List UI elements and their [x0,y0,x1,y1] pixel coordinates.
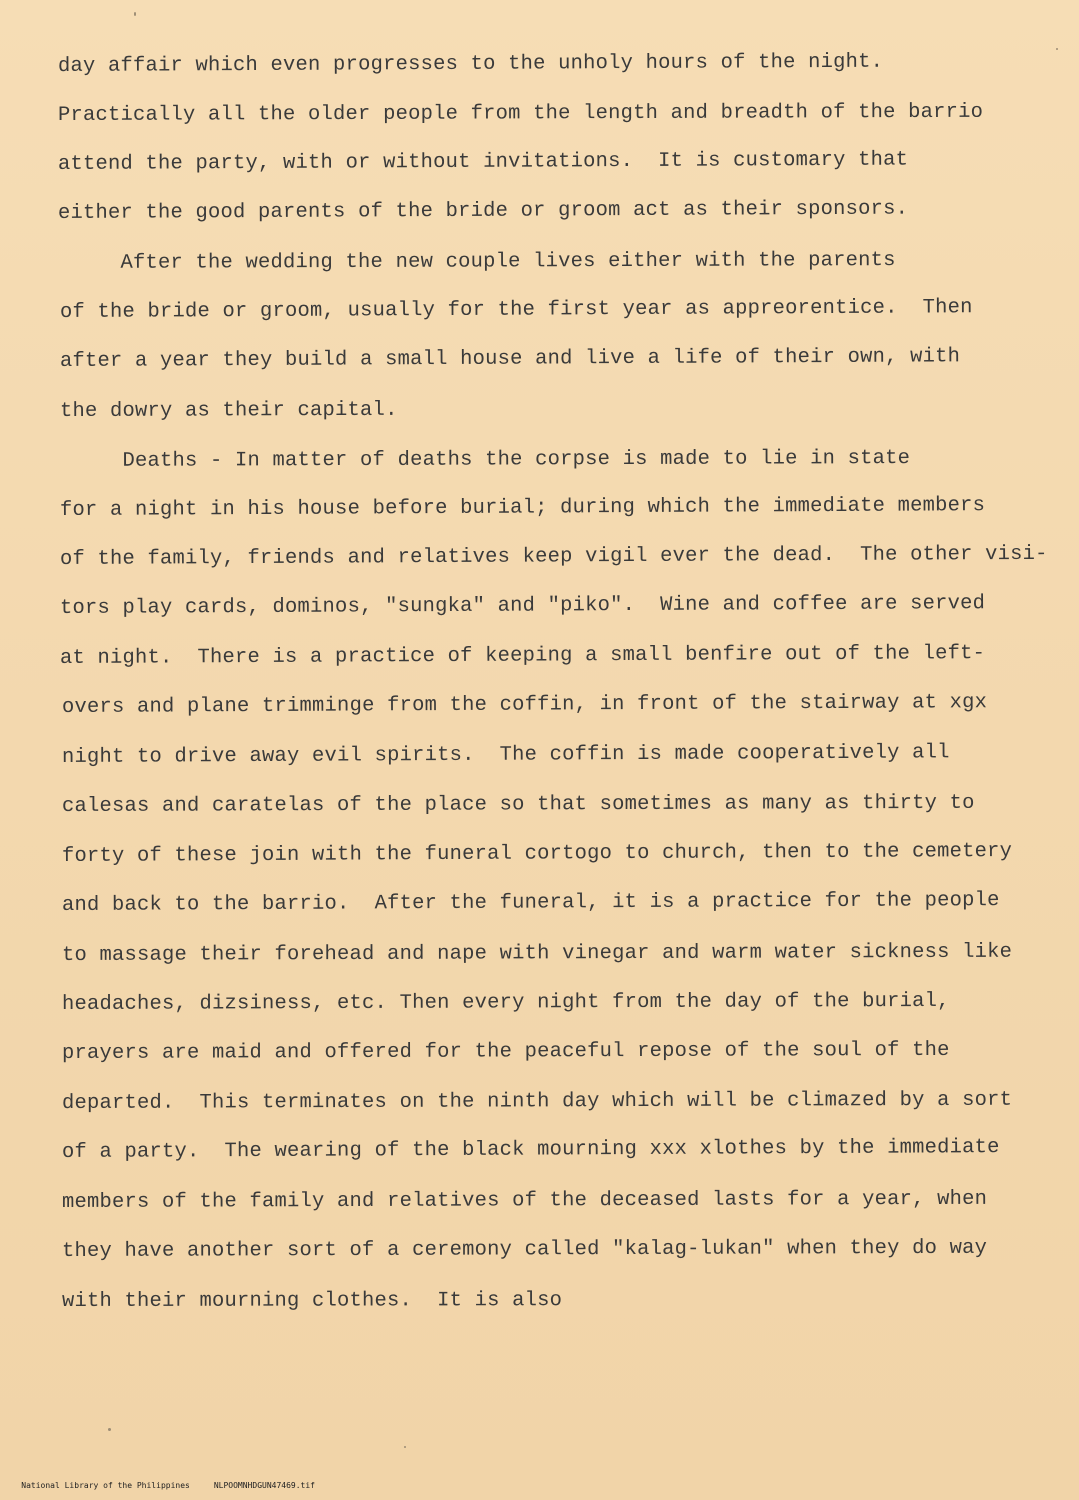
text-line: for a night in his house before burial; during which the immediate members [59,494,986,522]
text-line: members of the family and relatives of the deceased lasts for a year, when [61,1187,988,1214]
text-line: and back to the barrio. After the funeral, it is a practice for the people [61,889,1000,917]
paper-speck [404,1446,406,1448]
text-line: they have another sort of a ceremony called "kalag-lukan" when they do way [61,1236,988,1263]
text-line: Practically all the older people from the length and breadth of the barrio [57,100,984,127]
paper-speck [134,12,136,16]
text-line: departed. This terminates on the ninth day which will be climazed by a sort [61,1088,1013,1115]
text-line: tors play cards, dominos, "sungka" and "piko". Wine and coffee are served [59,592,986,620]
text-line: prayers are maid and offered for the peaceful repose of the soul of the [61,1038,950,1065]
text-line: of a party. The wearing of the black mourning xxx xlothes by the immediate [61,1136,1000,1164]
text-line: Deaths - In matter of deaths the corpse is made to lie in state [59,447,911,473]
text-line: night to drive away evil spirits. The coffin is made cooperatively all [61,741,950,769]
footer-library: National Library of the Philippines [21,1481,190,1490]
text-line: After the wedding the new couple lives either with the parents [57,249,896,275]
text-line: day affair which even progresses to the unholy hours of the night. [57,50,884,78]
footer-filename: NLPOOMNHDGUN47469.tif [213,1481,315,1490]
text-line: to massage their forehead and nape with vinegar and warm water sickness like [61,940,1013,967]
text-line: forty of these join with the funeral cortogo to church, then to the cemetery [61,840,1013,868]
text-line: overs and plane trimminge from the coffin, in front of the stairway at xgx [61,691,988,719]
text-line: of the family, friends and relatives keep vigil ever the dead. The other visi- [59,542,1048,571]
text-line: attend the party, with or without invitations. It is customary that [57,148,909,176]
text-line: at night. There is a practice of keeping a small benfire out of the left- [59,642,986,670]
text-line: the dowry as their capital. [59,398,398,423]
text-line: headaches, dizsiness, etc. Then every night from the day of the burial, [61,989,950,1016]
text-line: of the bride or groom, usually for the first year as appreorentice. Then [59,296,973,324]
page-footer [2,1472,339,1499]
text-line: after a year they build a small house and live a life of their own, with [59,345,961,373]
text-line: with their mourning clothes. It is also [61,1289,563,1313]
text-line: calesas and caratelas of the place so that sometimes as many as thirty to [61,791,975,818]
text-line: either the good parents of the bride or groom act as their sponsors. [57,197,909,225]
paper-speck [1056,48,1058,50]
paper-speck [108,1428,111,1431]
